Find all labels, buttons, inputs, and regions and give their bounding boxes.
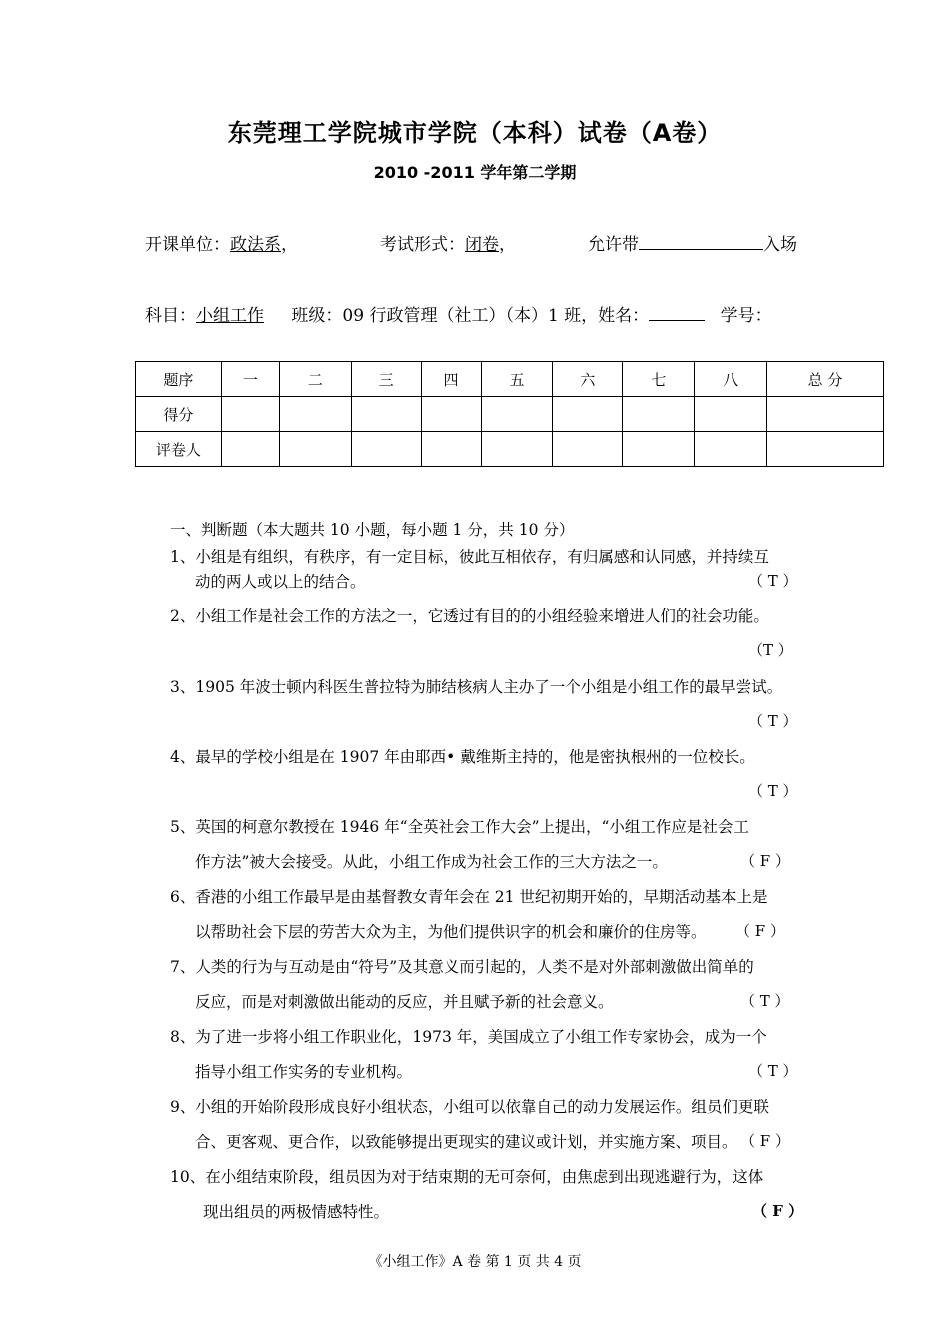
question-6-line2: 以帮助社会下层的劳苦大众为主，为他们提供识字的机会和廉价的住房等。 — [195, 923, 707, 941]
grader-cell — [553, 432, 623, 467]
grader-cell — [481, 432, 553, 467]
grader-cell — [221, 432, 279, 467]
score-row — [136, 397, 884, 432]
question-4-line1: 4、最早的学校小组是在 1907 年由耶西• 戴维斯主持的，他是密执根州的一位校长。 — [170, 748, 755, 766]
row-label: 评卷人 — [136, 432, 222, 467]
grader-cell — [767, 432, 884, 467]
score-cell — [695, 397, 767, 432]
header-cell: 二 — [279, 362, 351, 397]
allow-label: 允许带 — [588, 235, 639, 255]
question-10-line1: 10、在小组结束阶段，组员因为对于结束期的无可奈何，由焦虑到出现逃避行为，这体 — [170, 1168, 764, 1186]
subject-value: 小组工作 — [196, 306, 264, 326]
grader-cell — [351, 432, 421, 467]
form-suffix: ， — [499, 235, 516, 255]
score-table — [135, 361, 884, 467]
subject-line — [145, 301, 772, 326]
exam-form — [380, 230, 516, 255]
question-9-line2: 合、更客观、更合作，以致能够提出更现实的建议或计划，并实施方案、项目。 — [195, 1133, 738, 1151]
form-label: 考试形式： — [380, 235, 465, 255]
allow-blank — [639, 231, 763, 250]
allowed-items — [588, 230, 797, 255]
header-cell: 七 — [623, 362, 695, 397]
unit-suffix: ， — [281, 235, 298, 255]
question-7-answer: （ T ） — [740, 992, 790, 1010]
question-5-line1: 5、英国的柯意尔教授在 1946 年“全英社会工作大会”上提出，“小组工作应是社会工 — [170, 818, 749, 836]
subject-label: 科目： — [145, 306, 196, 326]
question-1-answer: （ T ） — [748, 572, 798, 590]
question-5-answer: （ F ） — [740, 852, 790, 870]
question-4-answer: （ T ） — [748, 782, 798, 800]
score-header-row — [136, 362, 884, 397]
score-cell — [553, 397, 623, 432]
question-10-answer: （ F ） — [752, 1202, 804, 1220]
question-10-line2: 现出组员的两极情感特性。 — [203, 1203, 390, 1221]
question-3-answer: （ T ） — [748, 712, 798, 730]
question-7-line2: 反应，而是对刺激做出能动的反应，并且赋予新的社会意义。 — [195, 993, 614, 1011]
student-id-label: 学号： — [720, 306, 772, 326]
question-7-line1: 7、人类的行为与互动是由“符号”及其意义而引起的，人类不是对外部刺激做出简单的 — [170, 958, 754, 976]
row-label: 得分 — [136, 397, 222, 432]
exam-title: 东莞理工学院城市学院（本科）试卷（A卷） — [227, 119, 723, 147]
grader-cell — [421, 432, 481, 467]
unit-label: 开课单位： — [145, 235, 230, 255]
score-cell — [351, 397, 421, 432]
grader-cell — [279, 432, 351, 467]
page-footer: 《小组工作》A 卷 第 1 页 共 4 页 — [368, 1254, 582, 1270]
score-cell — [421, 397, 481, 432]
unit-value: 政法系 — [230, 235, 281, 255]
score-cell — [481, 397, 553, 432]
question-8-answer: （ T ） — [748, 1062, 798, 1080]
name-blank — [649, 302, 705, 321]
header-cell: 一 — [221, 362, 279, 397]
question-1-line1: 1、小组是有组织，有秩序，有一定目标，彼此互相依存，有归属感和认同感，并持续互 — [170, 548, 769, 566]
form-value: 闭卷 — [465, 235, 499, 255]
question-1-line2: 动的两人或以上的结合。 — [195, 573, 366, 591]
question-8-line1: 8、为了进一步将小组工作职业化，1973 年，美国成立了小组工作专家协会，成为一个 — [170, 1028, 767, 1046]
header-cell: 六 — [553, 362, 623, 397]
header-cell: 题序 — [136, 362, 222, 397]
exam-term: 2010 -2011 学年第二学期 — [373, 163, 577, 182]
question-3-line1: 3、1905 年波士顿内科医生普拉特为肺结核病人主办了一个小组是小组工作的最早尝试。 — [170, 678, 783, 696]
grader-cell — [623, 432, 695, 467]
grader-row — [136, 432, 884, 467]
question-6-answer: （ F ） — [735, 922, 785, 940]
question-2-line1: 2、小组工作是社会工作的方法之一，它透过有目的的小组经验来增进人们的社会功能。 — [170, 607, 769, 625]
question-5-line2: 作方法”被大会接受。从此，小组工作成为社会工作的三大方法之一。 — [195, 853, 668, 871]
question-6-line1: 6、香港的小组工作最早是由基督教女青年会在 21 世纪初期开始的，早期活动基本上是 — [170, 888, 768, 906]
question-2-answer: （T ） — [748, 641, 793, 659]
question-9-line1: 9、小组的开始阶段形成良好小组状态，小组可以依靠自己的动力发展运作。组员们更联 — [170, 1098, 769, 1116]
class-name-text: 班级：09 行政管理（社工）（本）1 班，姓名： — [291, 306, 650, 326]
score-cell — [623, 397, 695, 432]
header-cell: 八 — [695, 362, 767, 397]
grader-cell — [695, 432, 767, 467]
header-cell: 四 — [421, 362, 481, 397]
score-cell — [767, 397, 884, 432]
section-heading: 一、判断题（本大题共 10 小题，每小题 1 分，共 10 分） — [170, 521, 575, 539]
score-cell — [279, 397, 351, 432]
header-cell: 三 — [351, 362, 421, 397]
header-cell: 总 分 — [767, 362, 884, 397]
score-cell — [221, 397, 279, 432]
header-cell: 五 — [481, 362, 553, 397]
question-9-answer: （ F ） — [740, 1132, 790, 1150]
question-8-line2: 指导小组工作实务的专业机构。 — [195, 1063, 413, 1081]
enter-label: 入场 — [763, 235, 797, 255]
course-unit — [145, 230, 298, 255]
